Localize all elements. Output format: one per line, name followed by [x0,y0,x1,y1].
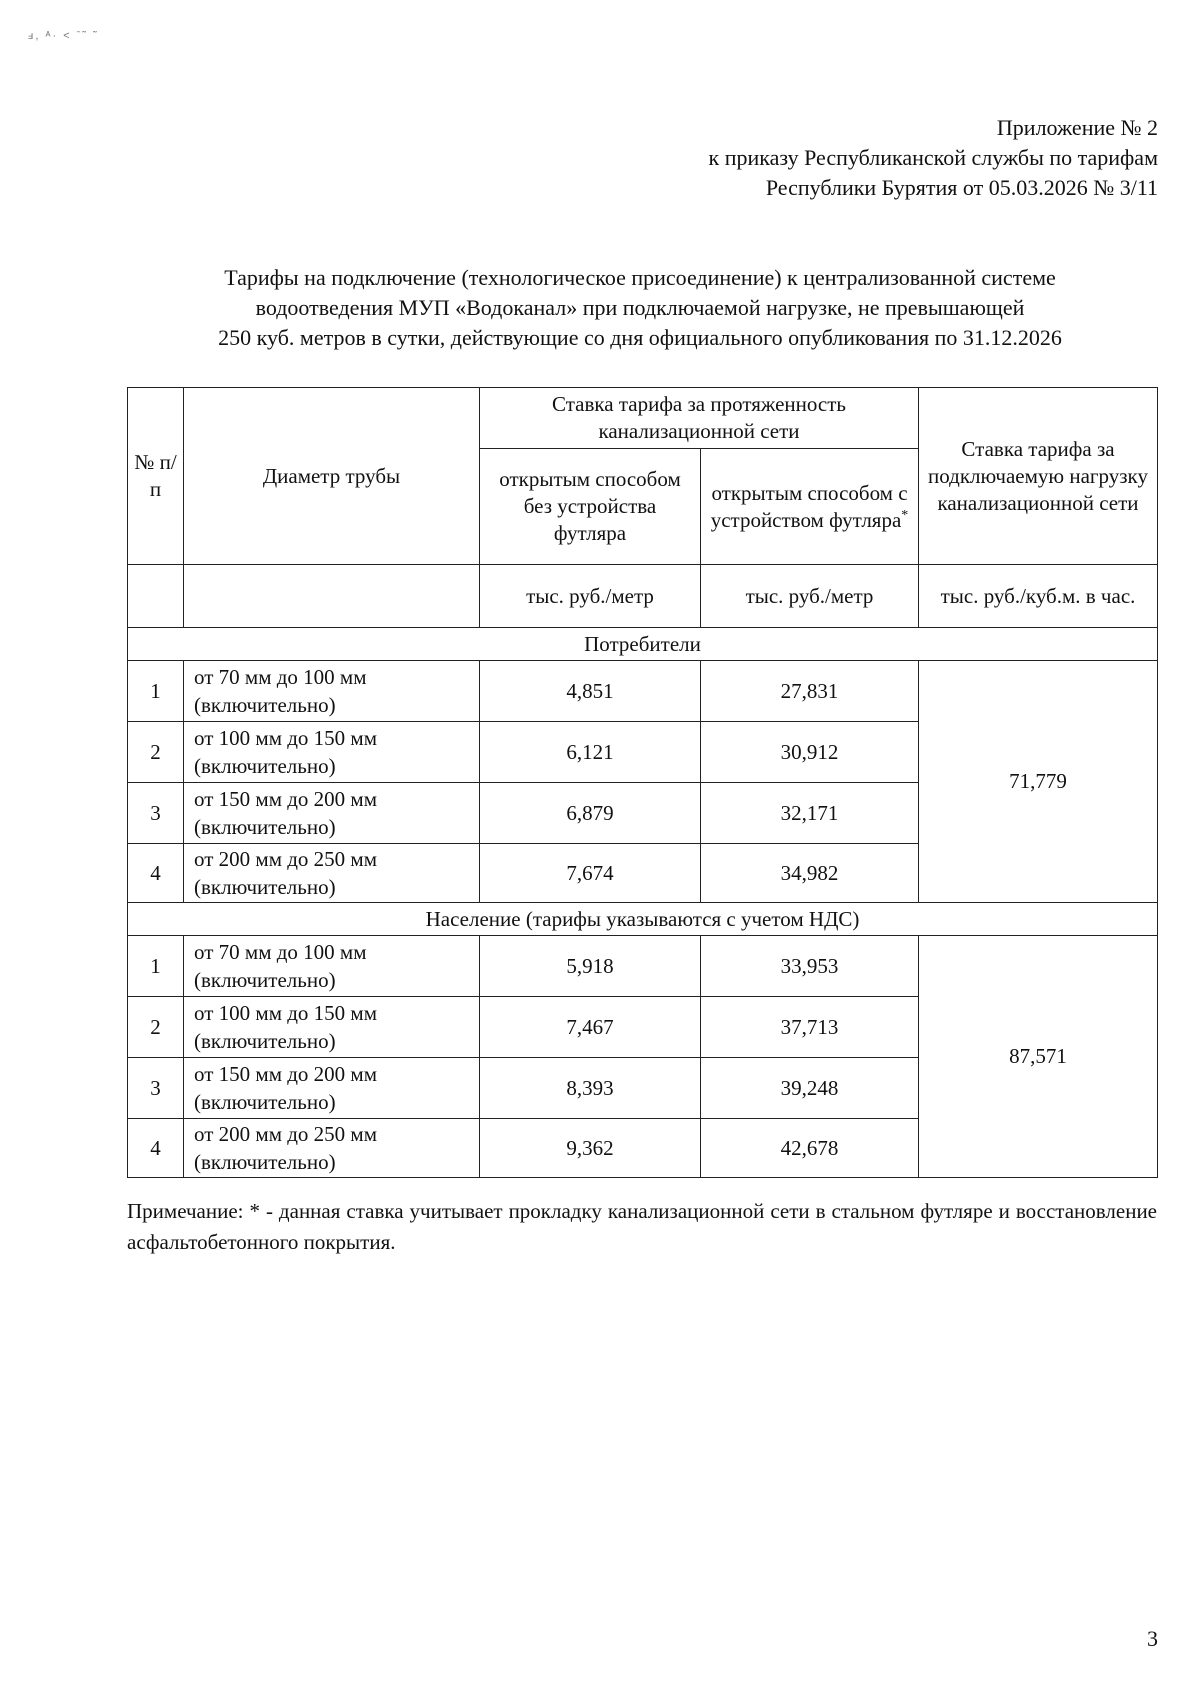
header-diameter-unit-blank [184,565,480,628]
row-rate-without-case: 8,393 [480,1058,701,1119]
table-row [128,661,1158,722]
load-rate-value: 87,571 [919,936,1158,1178]
row-num: 3 [128,1058,184,1119]
row-rate-without-case: 4,851 [480,661,701,722]
row-rate-with-case: 42,678 [701,1119,919,1178]
row-num: 1 [128,936,184,997]
section-title: Потребители [128,628,1158,661]
row-rate-without-case: 6,121 [480,722,701,783]
row-rate-without-case: 5,918 [480,936,701,997]
title-line-3: 250 куб. метров в сутки, действующие со дня официального опубликования по 31.12.2026 [218,325,1062,350]
row-diameter: от 100 мм до 150 мм (включительно) [184,997,480,1058]
row-num: 4 [128,844,184,903]
tariffs-table [127,387,1158,1178]
header-open-with-case-text: открытым способом с устройством футляра [710,480,908,532]
row-rate-without-case: 7,467 [480,997,701,1058]
row-rate-with-case: 33,953 [701,936,919,997]
asterisk-mark: * [901,507,909,523]
row-rate-with-case: 32,171 [701,783,919,844]
table-row [128,936,1158,997]
row-num: 3 [128,783,184,844]
appendix-line-1: Приложение № 2 [996,115,1158,140]
row-rate-with-case: 34,982 [701,844,919,903]
header-num: № п/п [128,388,184,565]
header-unit-m3-hour: тыс. руб./куб.м. в час. [919,565,1158,628]
title-line-2: водоотведения МУП «Водоканал» при подключаемой нагрузке, не превышающей [255,295,1025,320]
row-diameter: от 200 мм до 250 мм (включительно) [184,844,480,903]
row-rate-without-case: 9,362 [480,1119,701,1178]
row-num: 2 [128,722,184,783]
load-rate-value: 71,779 [919,661,1158,903]
appendix-line-2: к приказу Республиканской службы по тарифам [708,145,1158,170]
row-diameter: от 150 мм до 200 мм (включительно) [184,1058,480,1119]
header-open-with-case [701,449,919,565]
row-num: 1 [128,661,184,722]
row-diameter: от 150 мм до 200 мм (включительно) [184,783,480,844]
section-title: Население (тарифы указываются с учетом НДС) [128,903,1158,936]
scan-marks: ⅎ, ᴬ· ˂ ˉ˜ ˜ [28,30,99,42]
header-unit-meter-1: тыс. руб./метр [480,565,701,628]
page-number: 3 [1147,1626,1158,1651]
row-rate-with-case: 27,831 [701,661,919,722]
row-rate-with-case: 37,713 [701,997,919,1058]
row-rate-with-case: 30,912 [701,722,919,783]
appendix-line-3: Республики Бурятия от 05.03.2026 № 3/11 [765,175,1158,200]
document-title [120,263,1160,353]
row-num: 2 [128,997,184,1058]
header-open-without-case: открытым способом без устройства футляра [480,449,701,565]
row-rate-with-case: 39,248 [701,1058,919,1119]
row-rate-without-case: 6,879 [480,783,701,844]
row-rate-without-case: 7,674 [480,844,701,903]
header-diameter: Диаметр трубы [184,388,480,565]
header-length-rate: Ставка тарифа за протяженность канализационной сети [480,388,919,449]
row-diameter: от 70 мм до 100 мм (включительно) [184,661,480,722]
header-num-unit-blank [128,565,184,628]
row-diameter: от 70 мм до 100 мм (включительно) [184,936,480,997]
header-load-rate: Ставка тарифа за подключаемую нагрузку канализационной сети [919,388,1158,565]
title-line-1: Тарифы на подключение (технологическое присоединение) к централизованной системе [224,265,1056,290]
row-diameter: от 200 мм до 250 мм (включительно) [184,1119,480,1178]
row-diameter: от 100 мм до 150 мм (включительно) [184,722,480,783]
footnote: Примечание: * - данная ставка учитывает прокладку канализационной сети в стальном футляре и восстановление асфальтобетонного покрытия. [127,1199,1157,1254]
header-unit-meter-2: тыс. руб./метр [701,565,919,628]
appendix-header [709,113,1158,203]
row-num: 4 [128,1119,184,1178]
